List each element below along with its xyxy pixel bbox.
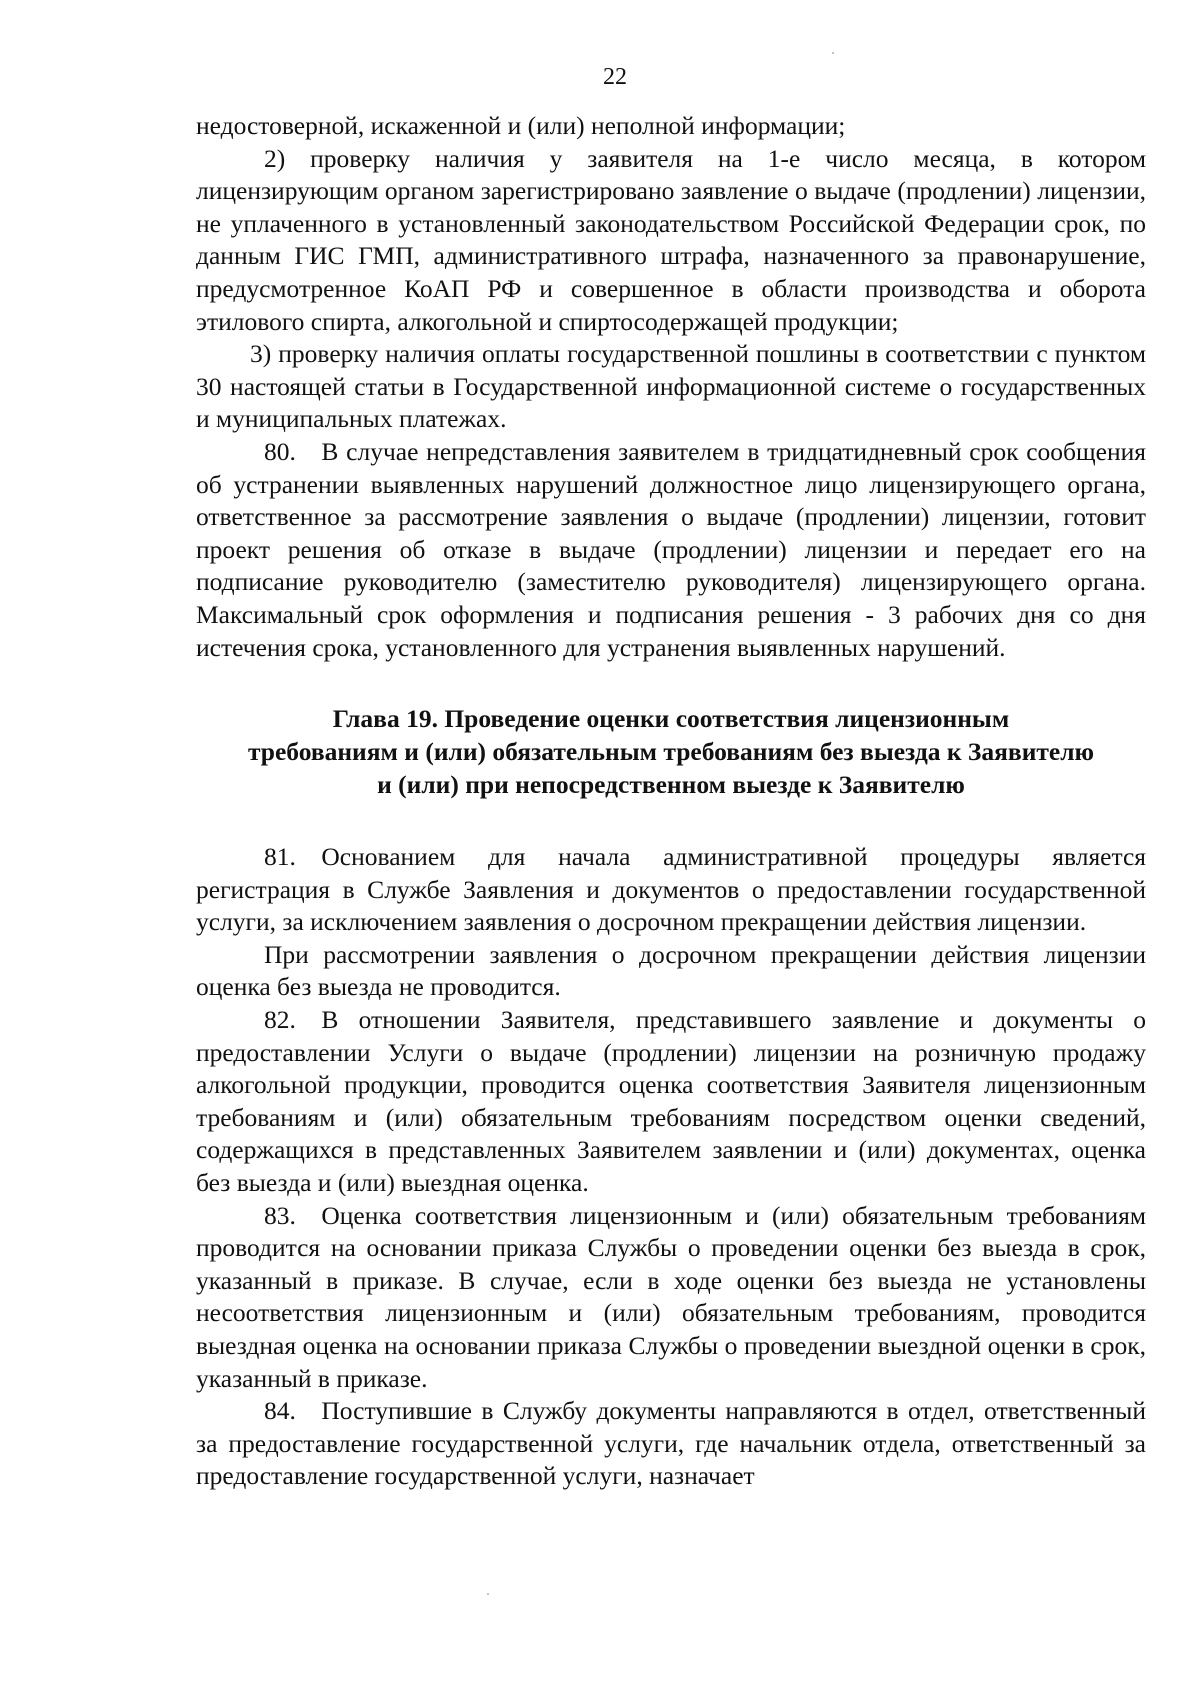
paragraph-84: 84. Поступившие в Службу документы направляются в отдел, ответственный за предоставление государственной услуги, где начальник отдела, ответственный за предоставление государственной услуги, назначает [196, 1396, 1146, 1491]
paragraph-item-2: 2) проверку наличия у заявителя на 1-е число месяца, в котором лицензирующим органом зарегистрировано заявление о выдаче (продлении) лицензии, не уплаченного в установленный законодательством Российской Федерации срок, по данным ГИС ГМП, административного штрафа, назначенного за правонарушение, предусмотренное КоАП РФ и совершенное в области производства и оборота этилового спирта, алкогольной и спиртосодержащей продукции; [196, 143, 1146, 336]
paragraph-81-note: При рассмотрении заявления о досрочном прекращении действия лицензии оценка без выезда не проводится. [196, 939, 1146, 1002]
document-body [196, 110, 1146, 1493]
page-number: 22 [603, 64, 627, 90]
paragraph-81: 81. Основанием для начала административной процедуры является регистрация в Службе Заявления и документов о предоставлении государственной услуги, за исключением заявления о досрочном прекращении действия лицензии. [196, 842, 1146, 937]
scan-speck [832, 52, 834, 54]
paragraph-80: 80. В случае непредставления заявителем в тридцатидневный срок сообщения об устранении выявленных нарушений должностное лицо лицензирующего органа, ответственное за рассмотрение заявления о выдаче (продлении) лицензии, готовит проект решения об отказе в выдаче (продлении) лицензии и передает его на подписание руководителю (заместителю руководителя) лицензирующего органа. Максимальный срок оформления и подписания решения - 3 рабочих дня со дня истечения срока, установленного для устранения выявленных нарушений. [196, 436, 1146, 662]
chapter-heading [196, 702, 1146, 801]
paragraph-item-3: 3) проверку наличия оплаты государственной пошлины в соответствии с пунктом 30 настоящей статьи в Государственной информационной системе о государственных и муниципальных платежах. [196, 339, 1146, 434]
chapter-heading-line-3: и (или) при непосредственном выезде к Заявителю [377, 770, 965, 800]
paragraph-82: 82. В отношении Заявителя, представившего заявление и документы о предоставлении Услуги о выдаче (продлении) лицензии на розничную продажу алкогольной продукции, проводится оценка соответствия Заявителя лицензионным требованиям и (или) обязательным требованиям посредством оценки сведений, содержащихся в представленных Заявителем заявлении и (или) документах, оценка без выезда и (или) выездная оценка. [196, 1005, 1146, 1198]
paragraph-83: 83. Оценка соответствия лицензионным и (или) обязательным требованиям проводится на основании приказа Службы о проведении оценки без выезда в срок, указанный в приказе. В случае, если в ходе оценки без выезда не установлены несоответствия лицензионным и (или) обязательным требованиям, проводится выездная оценка на основании приказа Службы о проведении выездной оценки в срок, указанный в приказе. [196, 1200, 1146, 1393]
chapter-heading-line-1: Глава 19. Проведение оценки соответствия лицензионным [332, 704, 1010, 734]
chapter-heading-line-2: требованиям и (или) обязательным требованиям без выезда к Заявителю [247, 737, 1095, 767]
scan-speck [487, 1593, 489, 1595]
paragraph-continuation: недостоверной, искаженной и (или) неполной информации; [196, 111, 846, 140]
